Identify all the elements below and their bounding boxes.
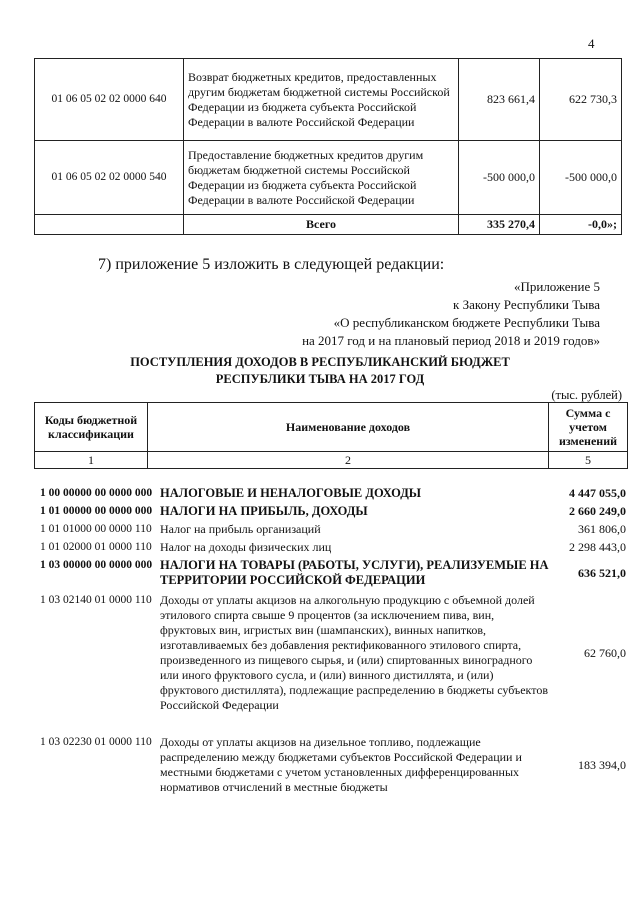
column-header-codes: Коды бюджетной классификации xyxy=(35,403,148,452)
budget-code: 1 01 00000 00 0000 000 xyxy=(40,505,153,517)
appendix-line: к Закону Республики Тыва xyxy=(453,297,600,312)
appendix-line: на 2017 год и на плановый период 2018 и 2019 годов» xyxy=(302,333,600,348)
table-row xyxy=(40,486,626,501)
revenue-amount: 4 447 055,0 xyxy=(569,486,626,500)
column-number: 2 xyxy=(148,452,549,469)
source-name: Предоставление бюджетных кредитов другим бюджетам бюджетной системы Российской Федерации из бюджета субъекта Российской Федерации в валюте Российской Федерации xyxy=(184,141,459,215)
title-line: РЕСПУБЛИКИ ТЫВА НА 2017 ГОД xyxy=(215,372,425,386)
revenue-rows xyxy=(40,486,626,795)
table-row xyxy=(40,540,626,555)
budget-code: 01 06 05 02 02 0000 640 xyxy=(35,59,184,141)
revenue-amount: 183 394,0 xyxy=(578,757,626,772)
amount-2018: 823 661,4 xyxy=(459,59,540,141)
sources-table-continuation xyxy=(34,58,622,235)
table-row xyxy=(40,558,626,588)
column-number: 5 xyxy=(549,452,628,469)
revenue-name: Доходы от уплаты акцизов на алкогольную продукцию с объемной долей этилового спирта свыше 9 процентов (за исключением пива, вин, фруктовых вин, игристых вин (шампанских), винных напитков, изготавливаемых без добавления ректификованного этилового спирта, произведенного из пищевого сырья, и (или) спиртованных виноградного или иного фруктового сусла, и (или) винного дистиллята, и (или) фруктового дистиллята), подлежащие распределению в бюджеты субъектов Российской Федерации xyxy=(160,593,548,712)
column-header-name: Наименование доходов xyxy=(148,403,549,452)
amount-2018: -500 000,0 xyxy=(459,141,540,215)
total-code-cell xyxy=(35,215,184,235)
total-amount-2019: -0,0»; xyxy=(540,215,622,235)
total-row xyxy=(35,215,622,235)
total-amount-2018: 335 270,4 xyxy=(459,215,540,235)
column-number: 1 xyxy=(35,452,148,469)
budget-code: 01 06 05 02 02 0000 540 xyxy=(35,141,184,215)
amount-2019: -500 000,0 xyxy=(540,141,622,215)
table-row xyxy=(40,735,626,795)
table-row xyxy=(35,59,622,141)
revenue-table-header xyxy=(34,402,628,469)
page-number: 4 xyxy=(588,36,595,51)
budget-code: 1 00 00000 00 0000 000 xyxy=(40,487,153,499)
document-title xyxy=(0,354,640,388)
appendix-line: «О республиканском бюджете Республики Тыва xyxy=(333,315,600,330)
table-row xyxy=(40,504,626,519)
revenue-name: НАЛОГИ НА ПРИБЫЛЬ, ДОХОДЫ xyxy=(160,504,368,518)
table-row xyxy=(40,522,626,537)
revenue-amount: 636 521,0 xyxy=(578,565,626,580)
title-line: ПОСТУПЛЕНИЯ ДОХОДОВ В РЕСПУБЛИКАНСКИЙ БЮДЖЕТ xyxy=(130,355,510,369)
revenue-name: НАЛОГОВЫЕ И НЕНАЛОГОВЫЕ ДОХОДЫ xyxy=(160,486,422,500)
revenue-amount: 2 660 249,0 xyxy=(569,504,626,518)
revenue-name: Доходы от уплаты акцизов на дизельное топливо, подлежащие распределению между бюджетами субъектов Российской Федерации и местными бюджетами с учетом установленных дифференцированных нормативов отчислений в местные бюджеты xyxy=(160,735,522,794)
appendix-line: «Приложение 5 xyxy=(513,279,600,294)
budget-code: 1 01 01000 00 0000 110 xyxy=(40,523,152,535)
appendix-reference xyxy=(302,278,600,350)
budget-code: 1 03 00000 00 0000 000 xyxy=(40,559,153,571)
revenue-amount: 62 760,0 xyxy=(584,645,626,660)
table-row xyxy=(40,593,626,713)
revenue-name: Налог на прибыль организаций xyxy=(160,522,321,536)
table-row xyxy=(35,141,622,215)
budget-code: 1 03 02230 01 0000 110 xyxy=(40,736,152,748)
budget-code: 1 03 02140 01 0000 110 xyxy=(40,594,152,606)
total-label: Всего xyxy=(184,215,459,235)
revenue-name: Налог на доходы физических лиц xyxy=(160,540,332,554)
source-name: Возврат бюджетных кредитов, предоставленных другим бюджетам бюджетной системы Российской Федерации из бюджета субъекта Российской Федерации в валюте Российской Федерации xyxy=(184,59,459,141)
revenue-name: НАЛОГИ НА ТОВАРЫ (РАБОТЫ, УСЛУГИ), РЕАЛИЗУЕМЫЕ НА ТЕРРИТОРИИ РОССИЙСКОЙ ФЕДЕРАЦИИ xyxy=(160,558,549,587)
revenue-amount: 361 806,0 xyxy=(578,522,626,536)
revenue-amount: 2 298 443,0 xyxy=(569,540,626,554)
column-header-amount: Сумма с учетом изменений xyxy=(549,403,628,452)
unit-label: (тыс. рублей) xyxy=(551,388,622,402)
amount-2019: 622 730,3 xyxy=(540,59,622,141)
amendment-instruction: 7) приложение 5 изложить в следующей редакции: xyxy=(98,256,445,273)
budget-code: 1 01 02000 01 0000 110 xyxy=(40,541,152,553)
